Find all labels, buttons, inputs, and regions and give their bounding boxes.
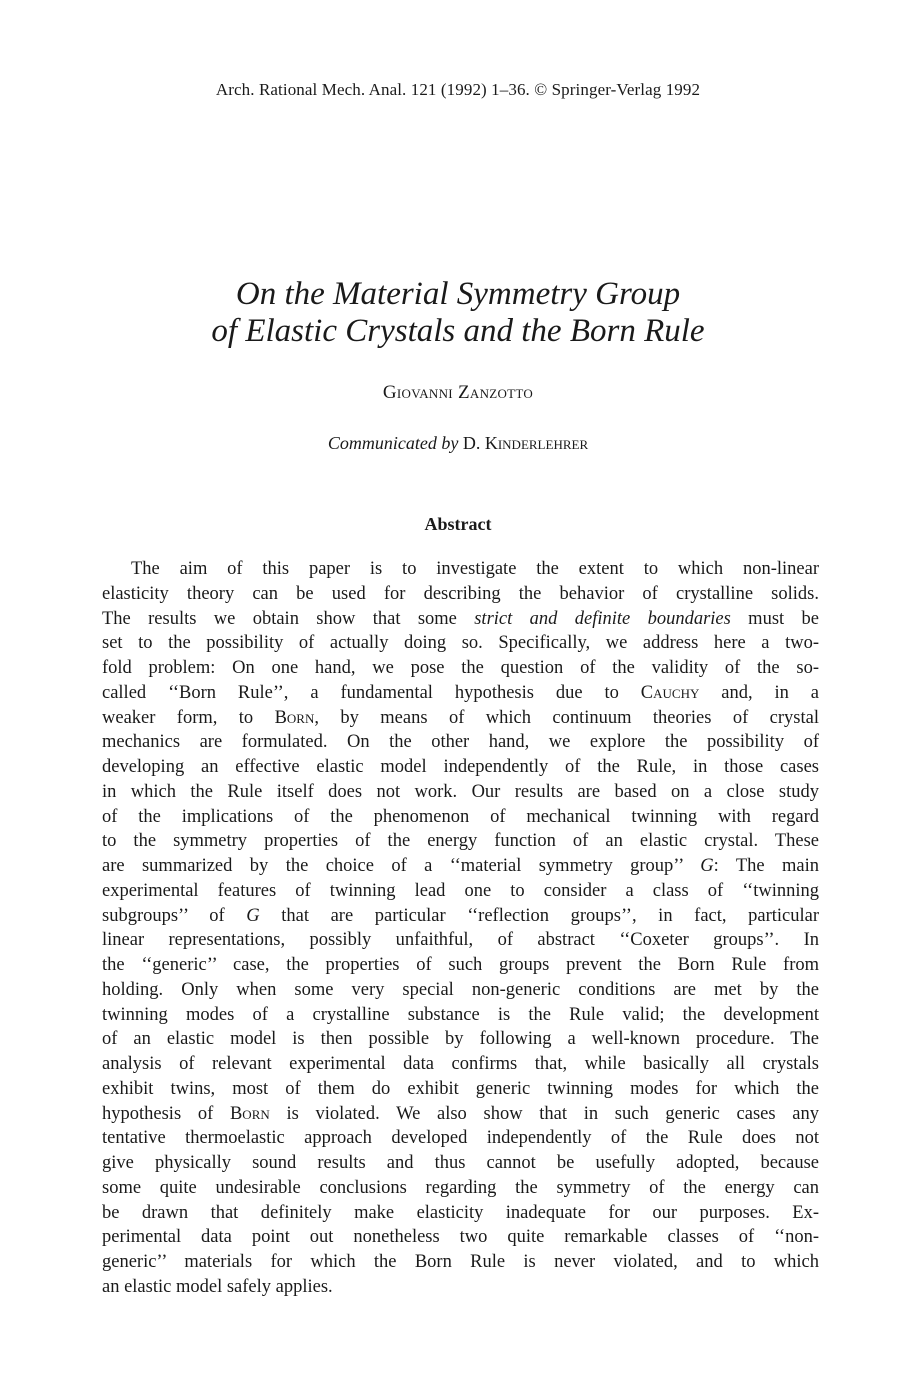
abstract-line: the ‘‘generic’’ case, the properties of such groups prevent the Born Rule from: [102, 955, 819, 975]
abstract-line: be drawn that definitely make elasticity inadequate for our purposes. Ex-: [102, 1202, 819, 1223]
abstract-text: hypothesis of: [102, 1103, 230, 1124]
abstract-line: to the symmetry properties of the energy function of an elastic crystal. These: [102, 831, 819, 852]
paper-title-line-1: On the Material Symmetry Group: [235, 276, 681, 312]
abstract-author-ref: Born: [274, 707, 315, 728]
paper-title-line-2: of Elastic Crystals and the Born Rule: [211, 313, 705, 349]
abstract-text: are summarized by the choice of a ‘‘material symmetry group’’: [102, 856, 701, 876]
abstract-line: experimental features of twinning lead one to consider a class of ‘‘twinning: [102, 880, 819, 901]
abstract-text: weaker form, to: [102, 707, 275, 728]
abstract-emphasis: strict and definite boundaries: [474, 608, 731, 629]
abstract-line: of an elastic model is then possible by following a well-known procedure. The: [102, 1029, 819, 1050]
author-name: Giovanni Zanzotto: [382, 382, 534, 403]
abstract-line: an elastic model safely applies.: [102, 1276, 333, 1297]
abstract-line: set to the possibility of actually doing so. Specifically, we address here a two-: [102, 633, 819, 654]
abstract-text: called ‘‘Born Rule’’, a fundamental hypothesis due to: [102, 682, 641, 703]
abstract-line: exhibit twins, most of them do exhibit generic twinning modes for which the: [102, 1078, 819, 1099]
abstract-text: The results we obtain show that some: [102, 608, 475, 629]
abstract-body: [102, 557, 819, 1300]
journal-citation: Arch. Rational Mech. Anal. 121 (1992) 1–36. © Springer-Verlag 1992: [215, 80, 701, 99]
abstract-text: , by means of which continuum theories of crystal: [314, 707, 819, 728]
abstract-text: : The main: [713, 856, 819, 876]
abstract-line: [102, 681, 819, 706]
abstract-line: holding. Only when some very special non-generic conditions are met by the: [102, 979, 819, 1000]
communicated-label: Communicated by: [327, 433, 459, 453]
abstract-line: analysis of relevant experimental data confirms that, while basically all crystals: [102, 1054, 819, 1074]
abstract-line: perimental data point out nonetheless two quite remarkable classes of ‘‘non-: [102, 1227, 819, 1248]
abstract-line: fold problem: On one hand, we pose the question of the validity of the so-: [102, 658, 819, 678]
abstract-line: of the implications of the phenomenon of mechanical twinning with regard: [102, 806, 819, 827]
abstract-heading: Abstract: [424, 514, 492, 534]
abstract-text: that are particular ‘‘reflection groups’’, in fact, particular: [259, 905, 819, 926]
abstract-line: [102, 854, 819, 879]
abstract-line: in which the Rule itself does not work. Our results are based on a close study: [102, 781, 819, 802]
abstract-line: [102, 706, 819, 731]
abstract-line: elasticity theory can be used for describing the behavior of crystalline solids.: [102, 583, 819, 604]
communicated-by: [0, 433, 916, 454]
abstract-line: The aim of this paper is to investigate the extent to which non-linear: [131, 559, 819, 579]
abstract-line: generic’’ materials for which the Born Rule is never violated, and to which: [102, 1252, 819, 1272]
abstract-math-symbol: G: [700, 856, 714, 876]
abstract-line: tentative thermoelastic approach developed independently of the Rule does not: [102, 1128, 819, 1149]
paper-title: [0, 276, 916, 350]
abstract-line: mechanics are formulated. On the other hand, we explore the possibility of: [102, 732, 819, 753]
abstract-line: some quite undesirable conclusions regarding the symmetry of the energy can: [102, 1177, 819, 1198]
abstract-line: linear representations, possibly unfaithful, of abstract ‘‘Coxeter groups’’. In: [102, 930, 819, 951]
abstract-text: subgroups’’ of: [102, 905, 247, 926]
abstract-author-ref: Cauchy: [640, 682, 700, 703]
abstract-line: developing an effective elastic model independently of the Rule, in those cases: [102, 757, 819, 777]
abstract-math-symbol: G: [246, 905, 260, 926]
communicated-name: D. Kinderlehrer: [462, 433, 589, 453]
abstract-line: [102, 1102, 819, 1127]
abstract-line: [102, 904, 819, 929]
abstract-author-ref: Born: [229, 1103, 270, 1124]
abstract-line: give physically sound results and thus cannot be usefully adopted, because: [102, 1153, 819, 1173]
abstract-text: and, in a: [699, 682, 820, 703]
abstract-text: is violated. We also show that in such generic cases any: [269, 1103, 819, 1124]
abstract-line: [102, 607, 819, 632]
abstract-line: twinning modes of a crystalline substance is the Rule valid; the development: [102, 1004, 819, 1025]
abstract-text: must be: [730, 608, 819, 629]
